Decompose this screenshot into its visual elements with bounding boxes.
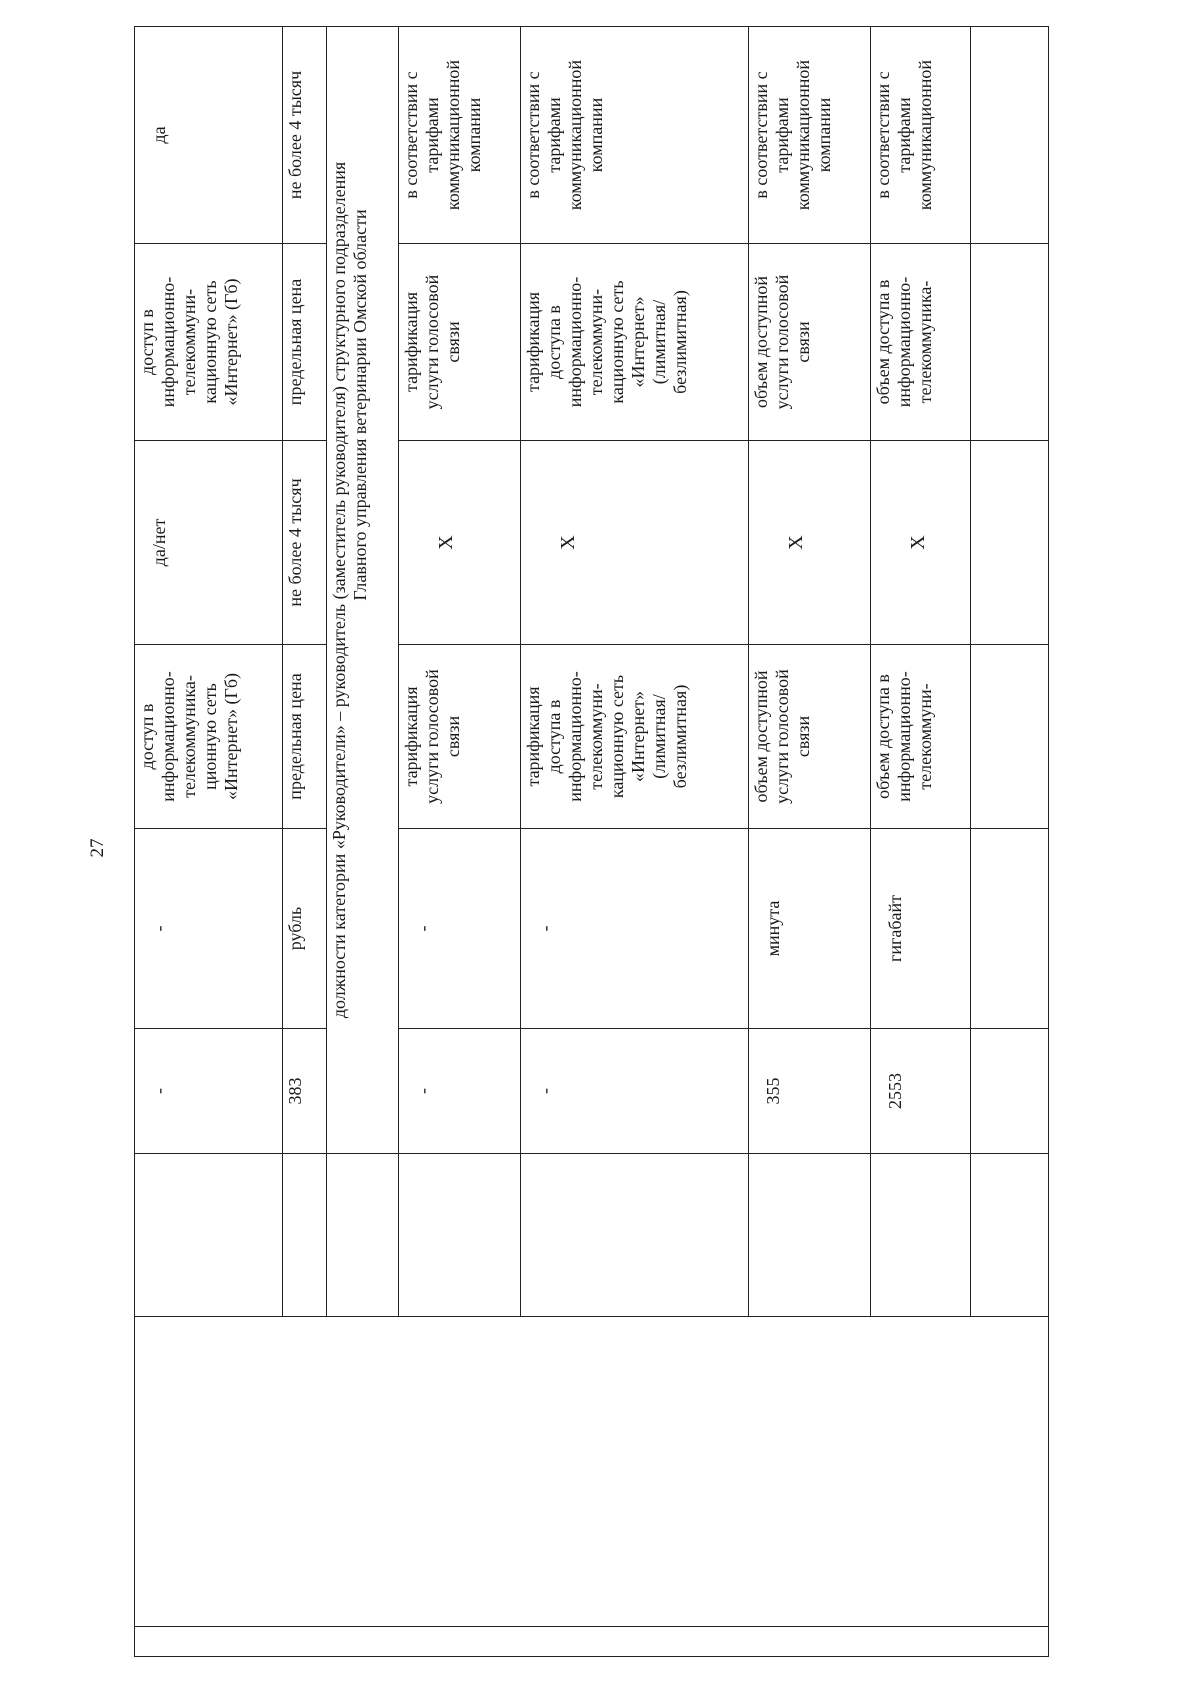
service-cell: предельная цена: [283, 244, 327, 441]
empty-cell: [135, 1627, 1049, 1657]
page-number: 27: [87, 838, 108, 858]
value-cell: не более 4 тысяч: [283, 441, 327, 645]
value-cell: Х: [399, 441, 521, 645]
value-cell: да/нет: [135, 441, 283, 645]
service-cell: предельная цена: [283, 645, 327, 829]
value-cell: в соответствии с тарифами коммуникационной компании: [749, 27, 871, 244]
unit-cell: -: [399, 829, 521, 1029]
table-row: [135, 27, 283, 1657]
empty-cell: [749, 1154, 871, 1317]
section-title-line1: должности категории «Руководители» – руководитель (заместитель руководителя) структурного подразделения: [329, 161, 349, 1019]
service-cell: тарификация услуги голосовой связи: [399, 645, 521, 829]
norms-table: [134, 26, 1049, 1657]
empty-cell: [971, 829, 1049, 1029]
empty-cell: [971, 244, 1049, 441]
value-cell: в соответствии с тарифами коммуникационной: [871, 27, 971, 244]
service-cell: объем доступной услуги голосовой связи: [749, 645, 871, 829]
item-number-cell: 383: [283, 1029, 327, 1154]
empty-cell: [971, 1029, 1049, 1154]
service-cell: тарификация доступа в информационно- телекоммуни- кационную сеть «Интернет» (лимитная/ безлимитная): [521, 645, 749, 829]
value-cell: Х: [521, 441, 749, 645]
empty-cell: [327, 1154, 399, 1317]
value-cell: в соответствии с тарифами коммуникационной компании: [521, 27, 749, 244]
service-cell: объем доступной услуги голосовой связи: [749, 244, 871, 441]
section-title-line2: Главного управления ветеринарии Омской области: [350, 209, 370, 601]
empty-cell: [521, 1154, 749, 1317]
value-cell: да: [135, 27, 283, 244]
unit-cell: минута: [749, 829, 871, 1029]
unit-cell: -: [521, 829, 749, 1029]
empty-cell: [971, 441, 1049, 645]
unit-cell: гигабайт: [871, 829, 971, 1029]
item-number-cell: -: [521, 1029, 749, 1154]
item-number-cell: -: [399, 1029, 521, 1154]
value-cell: не более 4 тысяч: [283, 27, 327, 244]
empty-cell: [135, 1154, 283, 1317]
service-cell: объем доступа в информационно- телекоммуни-: [871, 645, 971, 829]
empty-cell: [971, 1154, 1049, 1317]
rotated-table-container: [134, 57, 1048, 1657]
value-cell: Х: [871, 441, 971, 645]
empty-cell: [135, 1317, 1049, 1627]
item-number-cell: 2553: [871, 1029, 971, 1154]
value-cell: в соответствии с тарифами коммуникационной компании: [399, 27, 521, 244]
empty-cell: [971, 27, 1049, 244]
empty-cell: [971, 645, 1049, 829]
service-cell: тарификация доступа в информационно- телекоммуни- кационную сеть «Интернет» (лимитная/ безлимитная): [521, 244, 749, 441]
service-cell: объем доступа в информационно- телекоммуника-: [871, 244, 971, 441]
empty-cell: [283, 1154, 327, 1317]
item-number-cell: -: [135, 1029, 283, 1154]
item-number-cell: 355: [749, 1029, 871, 1154]
value-cell: Х: [749, 441, 871, 645]
empty-cell: [399, 1154, 521, 1317]
empty-cell: [871, 1154, 971, 1317]
unit-cell: рубль: [283, 829, 327, 1029]
service-cell: доступ в информационно- телекоммуни- кационную сеть «Интернет» (Гб): [135, 244, 283, 441]
service-cell: доступ в информационно- телекоммуника- ционную сеть «Интернет» (Гб): [135, 645, 283, 829]
service-cell: тарификация услуги голосовой связи: [399, 244, 521, 441]
section-title: [327, 27, 399, 1154]
unit-cell: -: [135, 829, 283, 1029]
